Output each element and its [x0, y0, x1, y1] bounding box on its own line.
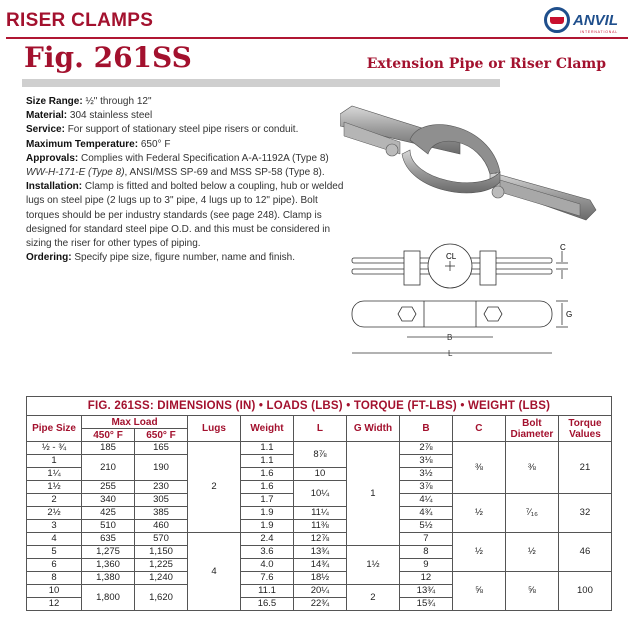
table-row: 1½ 255 230 1.6 10¼ 3⅞ — [27, 481, 612, 494]
table-row: 4 635 570 4 2.4 12⅞ 7 ½ ½ 46 — [27, 533, 612, 546]
col-l: L — [293, 416, 346, 442]
col-torque: Torque Values — [558, 416, 611, 442]
table-row: 1 210 190 1.1 3⅛ — [27, 455, 612, 468]
spec-ordering: Ordering: Specify pipe size, figure number, name and finish. — [26, 252, 296, 264]
table-row: 6 1,360 1,225 4.0 14¾ 9 — [27, 559, 612, 572]
spec-max-temp: Maximum Temperature: 650° F — [26, 138, 171, 150]
svg-text:C: C — [560, 243, 566, 252]
dimension-drawing — [350, 243, 600, 373]
col-b: B — [399, 416, 452, 442]
table-title: FIG. 261SS: DIMENSIONS (IN) • LOADS (LBS) • TORQUE (FT-LBS) • WEIGHT (LBS) — [27, 397, 612, 416]
table-row: 5 1,275 1,150 3.6 13¾ 1½ 8 — [27, 546, 612, 559]
col-450f: 450° F — [82, 429, 135, 442]
col-pipe-size: Pipe Size — [27, 416, 82, 442]
col-bolt-diameter: Bolt Diameter — [505, 416, 558, 442]
col-max-load: Max Load — [82, 416, 188, 429]
page-header — [0, 0, 634, 38]
spec-approvals: Approvals: Complies with Federal Specification A-A-1192A (Type 8) — [26, 152, 329, 164]
riser-clamp-photo — [340, 92, 602, 232]
col-g-width: G Width — [346, 416, 399, 442]
table-row: 10 1,800 1,620 11.1 20¼ 2 13¾ — [27, 585, 612, 598]
table-row: 2½ 425 385 1.9 11¼ 4¾ — [27, 507, 612, 520]
spec-installation: Installation: Clamp is fitted and bolted below a coupling, hub or welded lugs on steel pipe (2 lugs up to 3" pipe, 4 lugs up to 12" pipe). Bolt torques should be per industry standards (see page 248). Clamp is designed for standard steel pipe O.D. and this must be considered in sizing the riser for other types of piping. — [26, 181, 344, 250]
table-row: 2 340 305 1.7 4¼ ½ ⁷⁄₁₆ 32 — [27, 494, 612, 507]
svg-text:CL: CL — [446, 252, 457, 261]
anvil-icon — [544, 7, 570, 33]
figure-title: Fig. 261SS — [24, 41, 192, 74]
spec-size-range: Size Range: ½" through 12" — [26, 96, 152, 107]
bolt-icon — [492, 186, 504, 198]
spec-service: Service: For support of stationary steel pipe risers or conduit. — [26, 124, 299, 136]
table-row: 12 16.5 22¾ 15¾ — [27, 598, 612, 611]
anvil-logo — [544, 6, 618, 34]
header-rule — [6, 37, 628, 39]
section-title: RISER CLAMPS — [6, 10, 154, 31]
logo-subtext: INTERNATIONAL — [579, 30, 618, 34]
svg-text:B: B — [447, 333, 453, 342]
bolt-icon — [386, 144, 398, 156]
specifications — [26, 95, 346, 265]
table-row: 3 510 460 1.9 11⅜ 5½ — [27, 520, 612, 533]
figure-subtitle: Extension Pipe or Riser Clamp — [366, 56, 606, 72]
divider-bar — [22, 79, 500, 87]
svg-text:L: L — [448, 349, 453, 358]
col-c: C — [452, 416, 505, 442]
spec-material: Material: 304 stainless steel — [26, 110, 153, 122]
table-row: 8 1,380 1,240 7.6 18½ 12 ⅝ ⅝ 100 — [27, 572, 612, 585]
logo-text: ANVIL — [573, 11, 618, 29]
dimensions-table — [26, 396, 612, 611]
svg-text:G: G — [566, 310, 573, 319]
spec-approvals-cont: WW-H-171-E (Type 8), ANSI/MSS SP-69 and MSS SP-58 (Type 8). — [26, 167, 325, 179]
col-650f: 650° F — [135, 429, 188, 442]
col-weight: Weight — [240, 416, 293, 442]
table-row: ½ - ¾ 185 165 2 1.1 8⅞ 1 2⅞ ⅜ ⅜ 21 — [27, 442, 612, 455]
table-row: 1¼ 1.6 10 3½ — [27, 468, 612, 481]
col-lugs: Lugs — [188, 416, 241, 442]
